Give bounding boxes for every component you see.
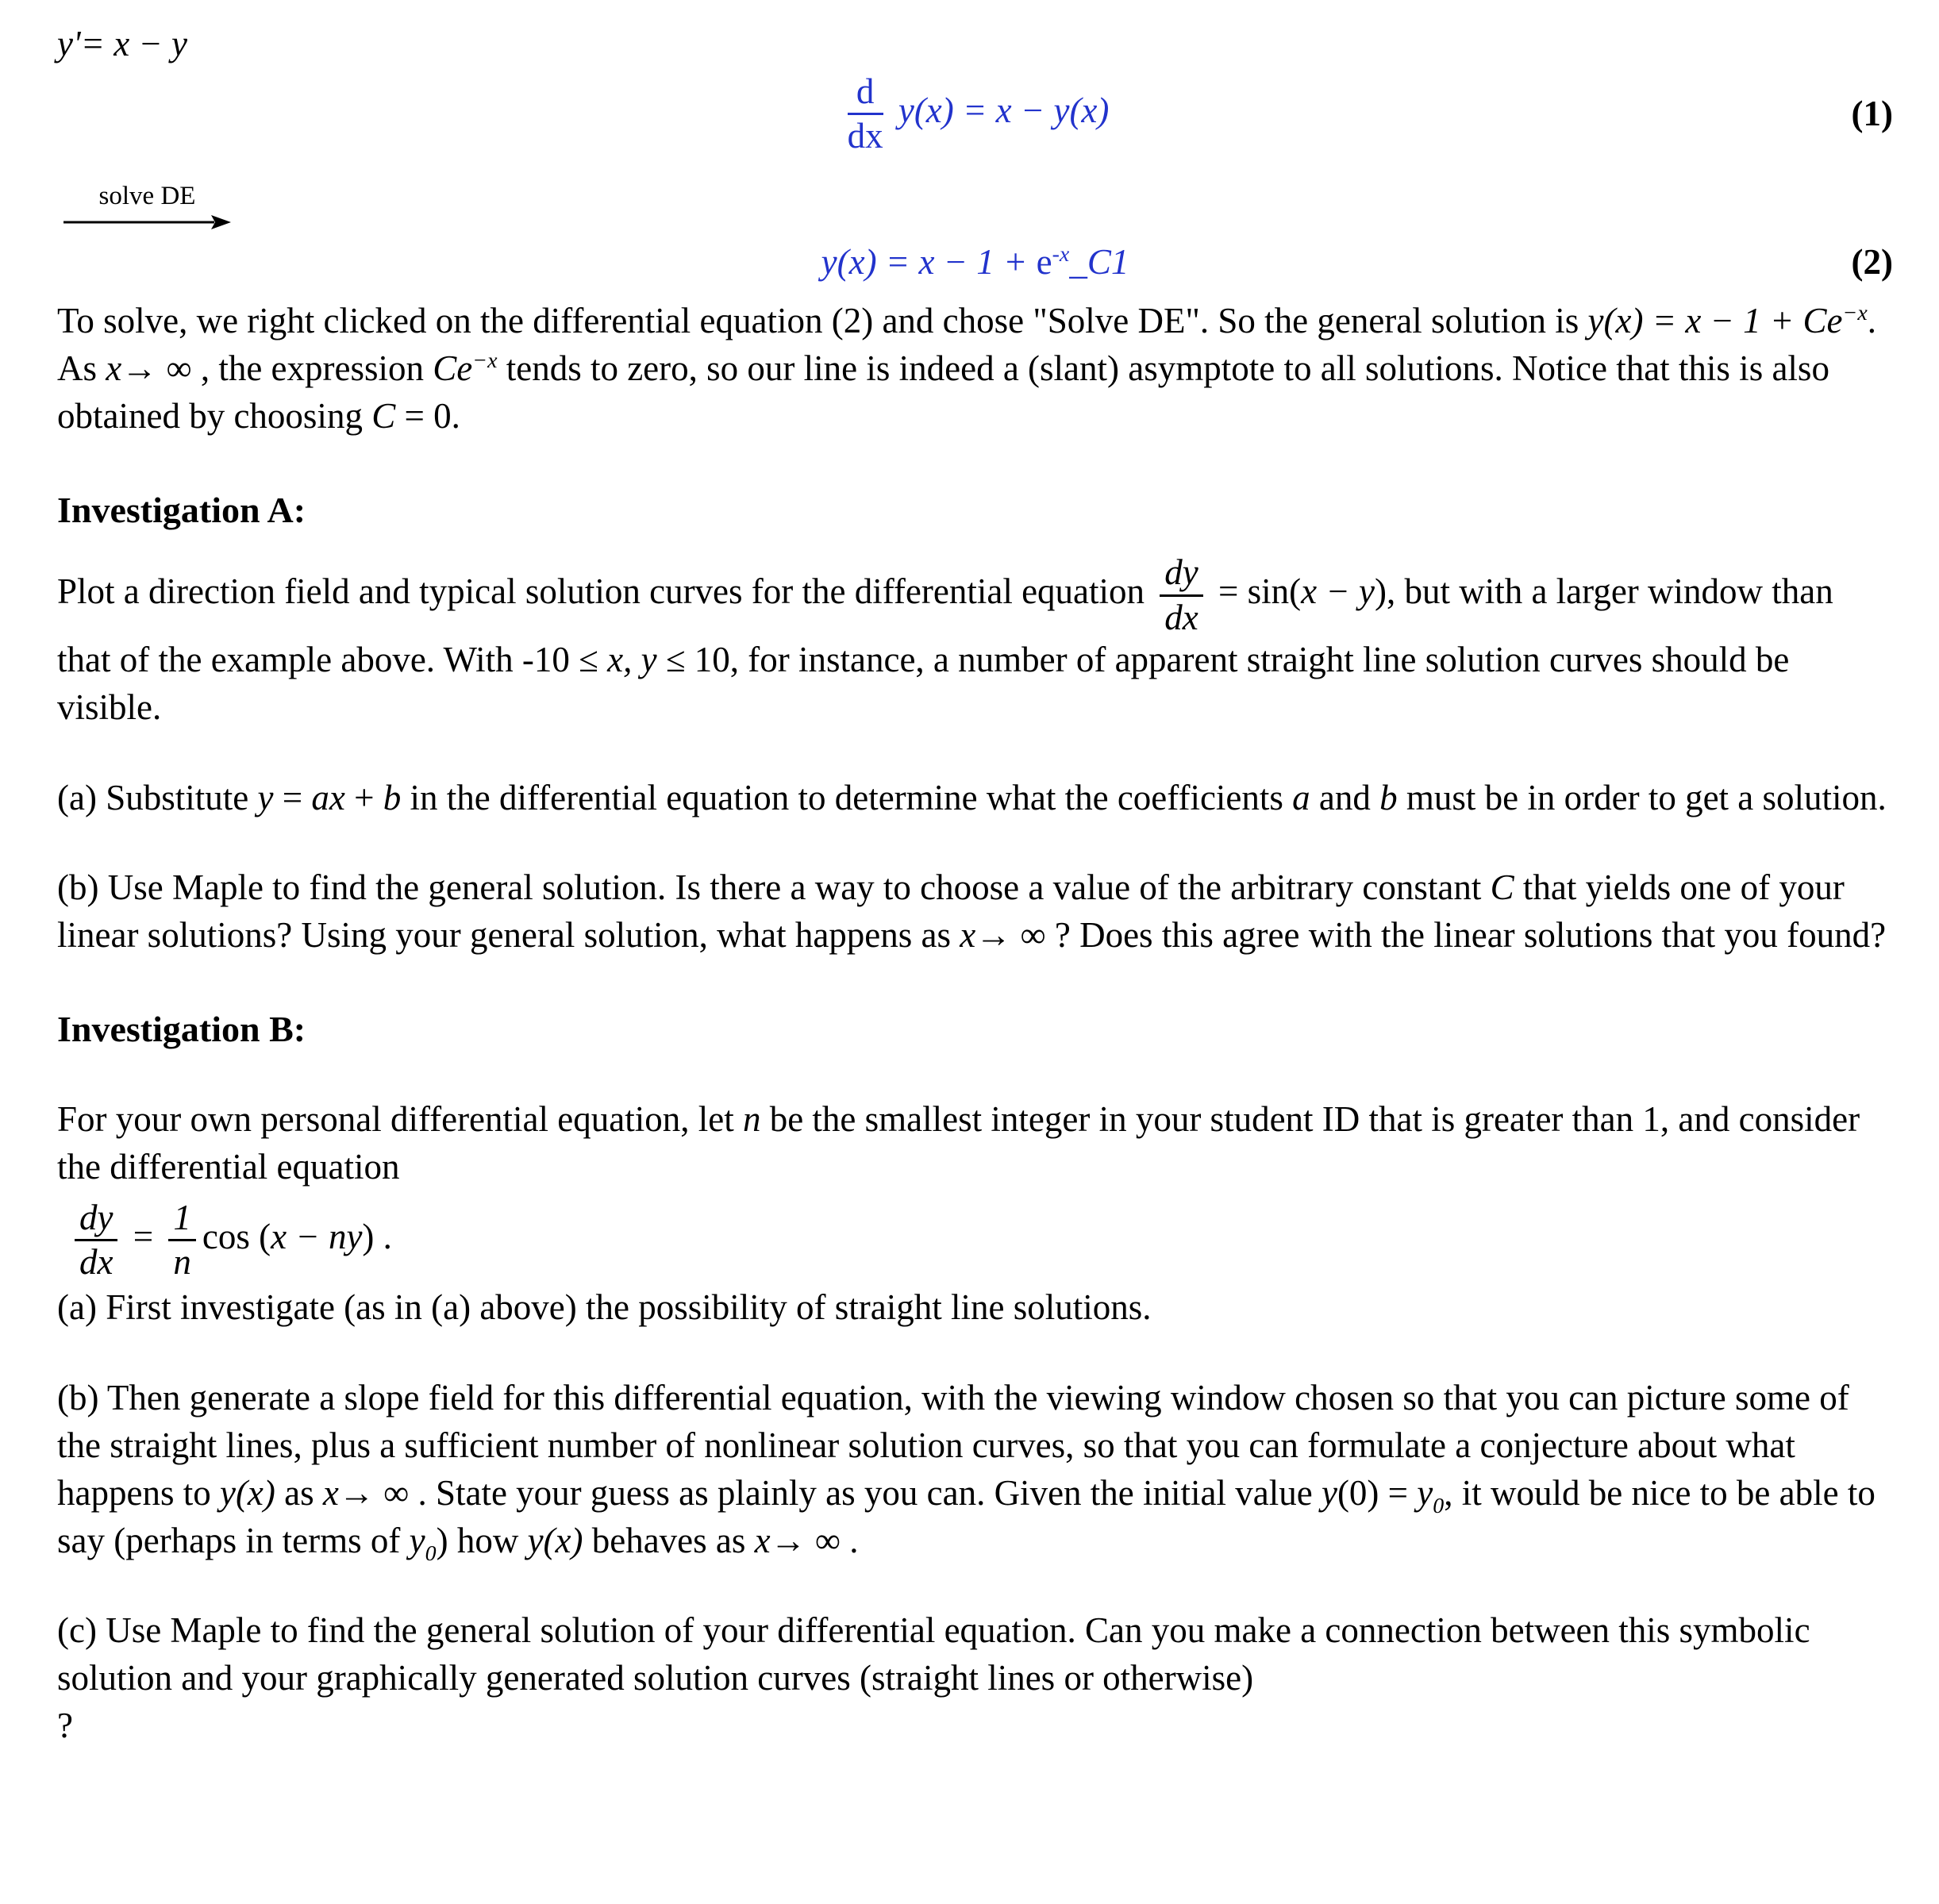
paragraph-to-solve: To solve, we right clicked on the differential equation (2) and chose "Solve DE". So the general solution is $y(x) = x - 1 + Ce^{-x}$. As x→ ∞ , the expression $Ce^{-x}$ tends to zero, so our line is indeed a (slant) asymptote to all solutions. Notice that this is also obtained by choosing C = 0. [57, 301, 1876, 436]
right-arrow-icon [62, 213, 233, 234]
investigation-b-heading: Investigation B: [57, 1009, 306, 1050]
ode-shorthand: y'= x − y [57, 24, 188, 63]
equation-2-row [57, 239, 1893, 287]
paragraph-inv-a-item-a: (a) Substitute y = ax + b in the differential equation to determine what the coefficients a and b must be in order to get a solution. [57, 777, 1887, 817]
worksheet-document [57, 21, 1893, 1750]
equation-1: $\frac{d}{dx}$ y(x) = x − y(x) [847, 71, 1110, 156]
paragraph-inv-a-item-b: (b) Use Maple to find the general solution. Is there a way to choose a value of the arbitrary constant C that yields one of your linear solutions? Using your general solution, what happens as x→ ∞ ? Does this agree with the linear solutions that you found? [57, 867, 1887, 956]
paragraph-inv-a-intro: Plot a direction field and typical solution curves for the differential equation $\frac{dy}{dx}$ = sin(x − y), but with a larger window than that of the example above. With -10 ≤ x, y ≤ 10, for instance, a number of apparent straight line solution curves should be visible. [57, 552, 1833, 727]
equation-2: $y(x) = x - 1 + e^{-x}\_C1$ [821, 242, 1129, 283]
solve-de-label: solve DE [98, 182, 196, 211]
equation-1-row [57, 73, 1893, 156]
paragraph-inv-b-intro: For your own personal differential equation, let n be the smallest integer in your student ID that is greater than 1, and consider the differential equation [57, 1098, 1860, 1187]
equation-2-number: (2) [1851, 242, 1893, 283]
paragraph-inv-b-item-b: (b) Then generate a slope field for this differential equation, with the viewing window chosen so that you can picture some of the straight lines, plus a sufficient number of nonlinear solution curves, so that you can formulate a conjecture about what happens to y(x) as x→ ∞ . State your guess as plainly as you can. Given the initial value $y(0) = y_0$, it would be nice to be able to say (perhaps in terms of $y_0$) how y(x) behaves as x→ ∞ . [57, 1378, 1876, 1566]
paragraph-inv-b-item-c: (c) Use Maple to find the general solution of your differential equation. Can you make a connection between this symbolic solution and your graphically generated solution curves (straight lines or otherwise) ? [57, 1610, 1810, 1746]
equation-inv-b: $\frac{dy}{dx}$ = $\frac{1}{n}$ cos (x − ny) . [68, 1199, 1893, 1282]
investigation-a-heading: Investigation A: [57, 489, 306, 530]
solve-de-annotation [62, 182, 233, 234]
paragraph-inv-b-item-a: (a) First investigate (as in (a) above) the possibility of straight line solutions. [57, 1287, 1152, 1328]
equation-1-number: (1) [1851, 93, 1893, 133]
